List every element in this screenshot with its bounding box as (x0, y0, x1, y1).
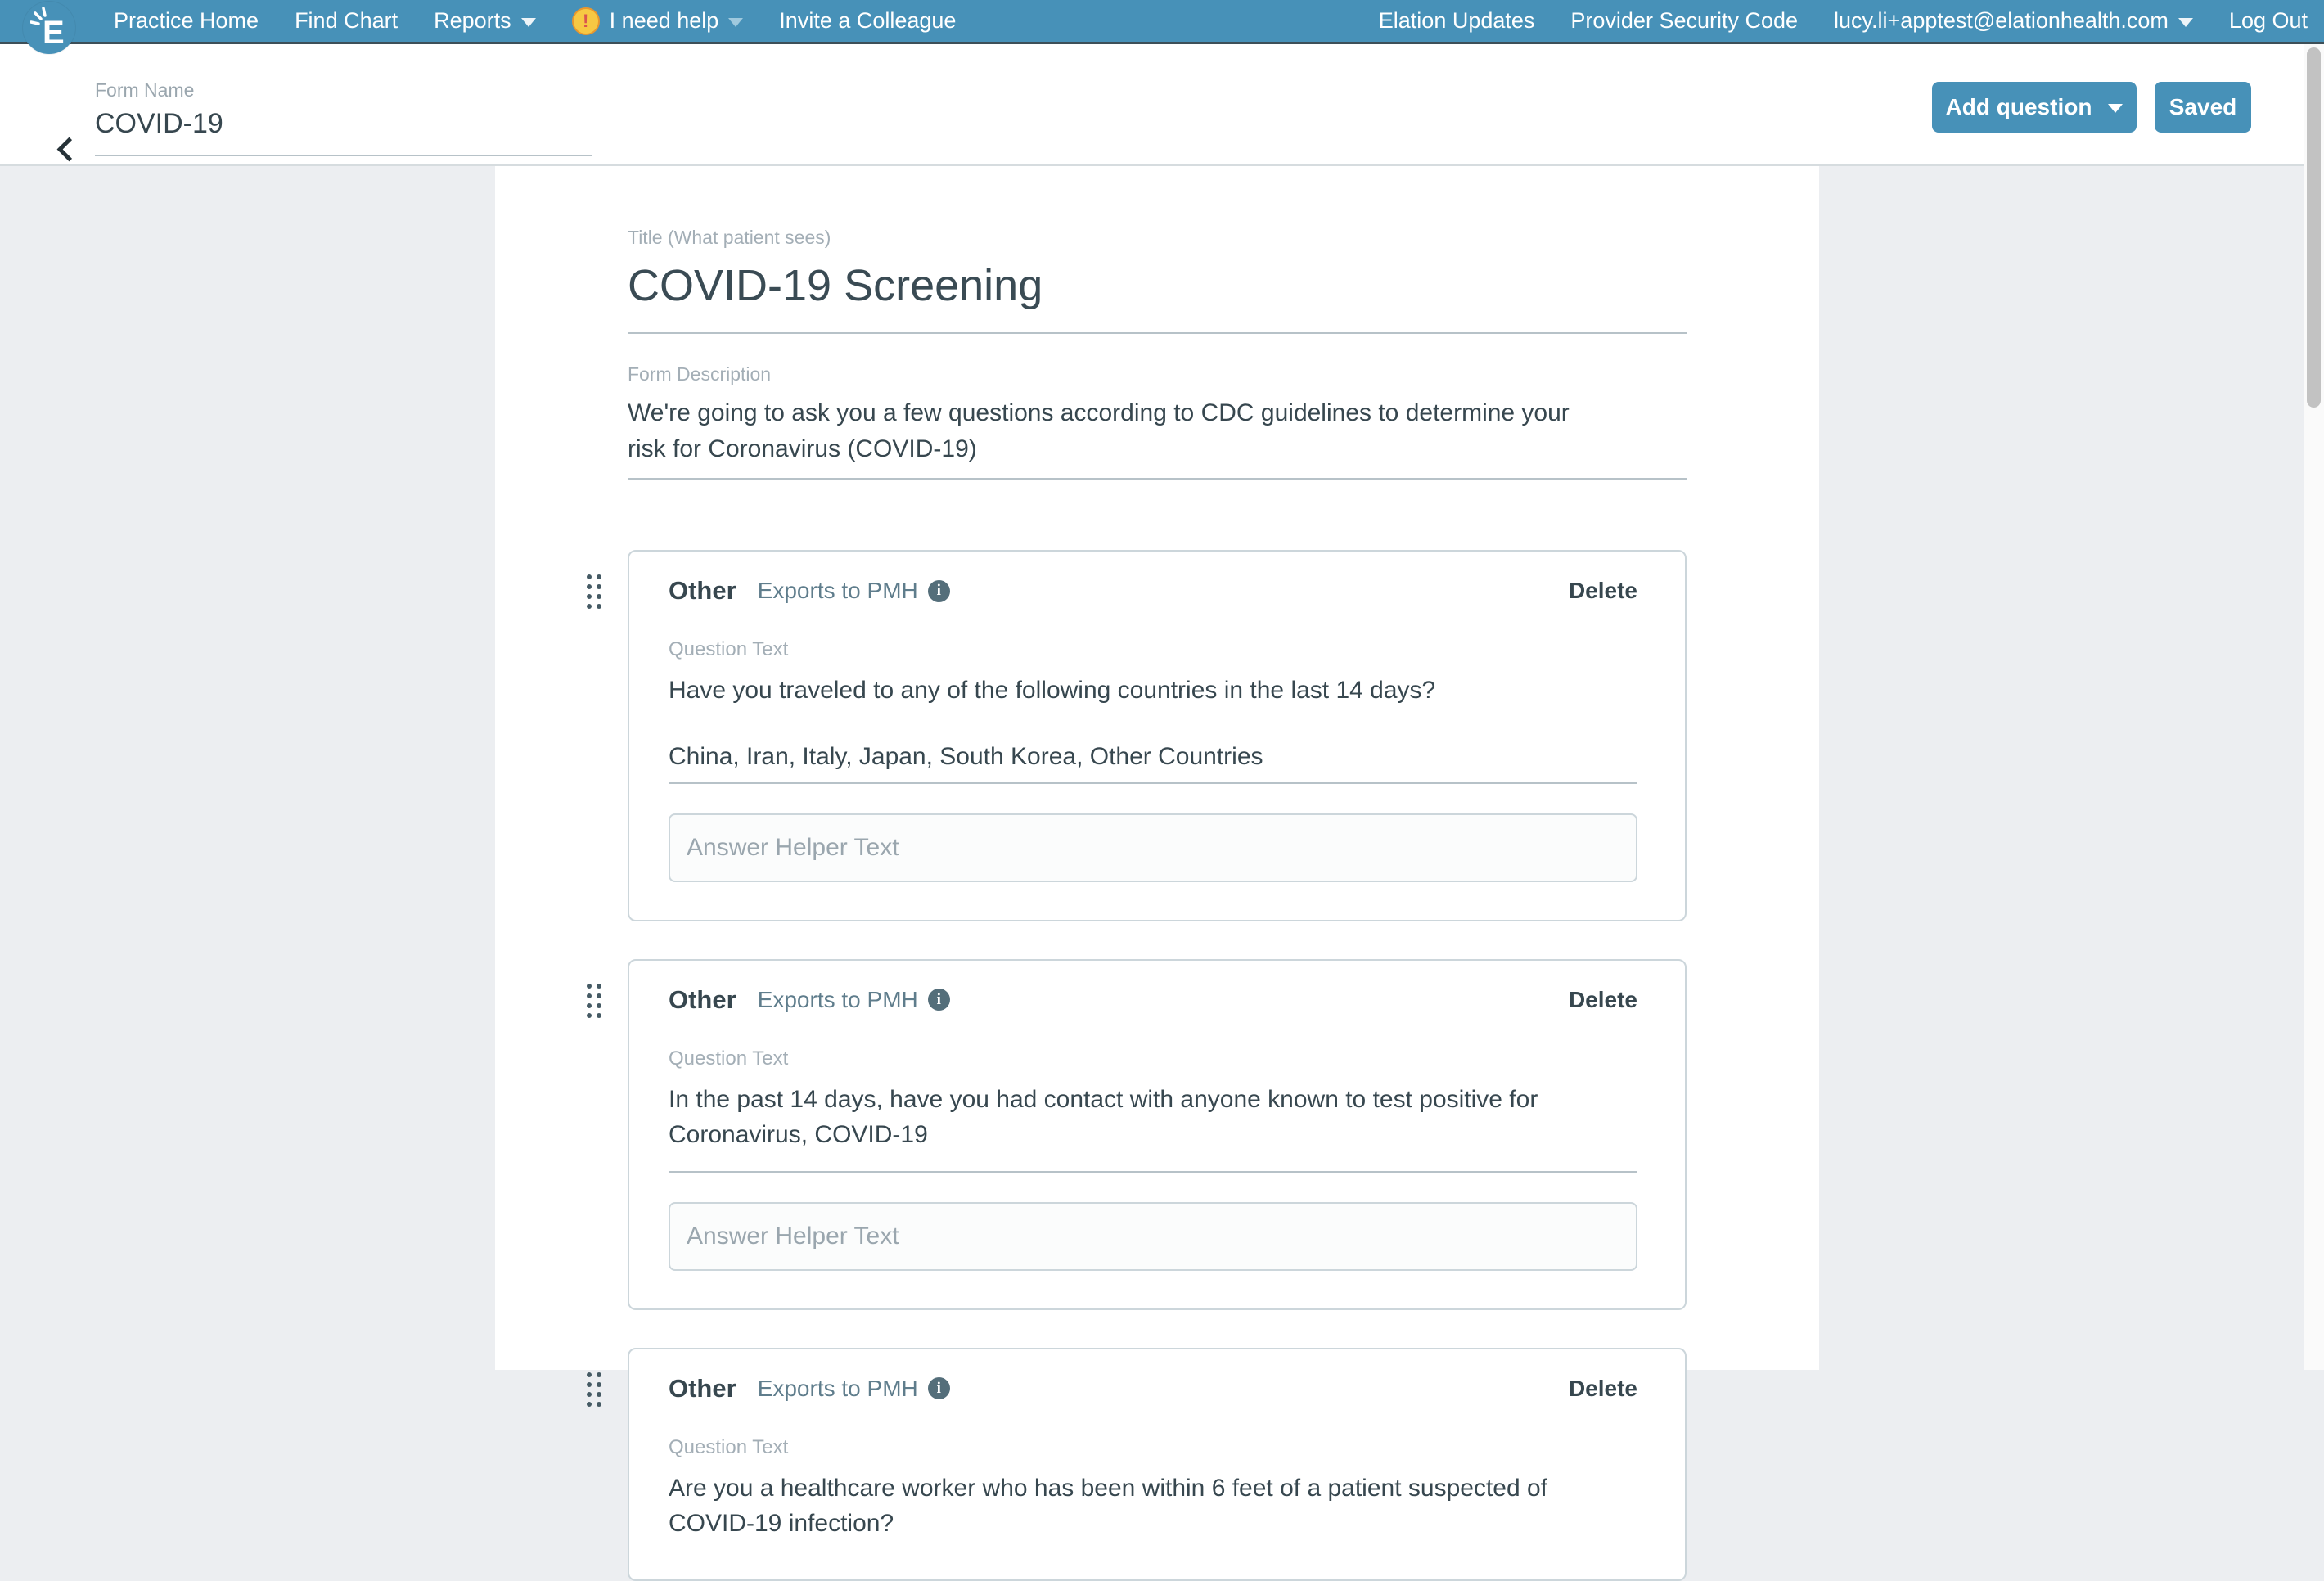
form-description-underline (628, 478, 1687, 480)
nav-log-out[interactable] (2229, 8, 2308, 34)
exports-to-pmh-label: Exports to PMH (757, 1375, 918, 1401)
drag-handle-icon[interactable] (587, 574, 605, 610)
exports-to-pmh-label: Exports to PMH (757, 986, 918, 1012)
user-email: lucy.li+apptest@elationhealth.com (1834, 8, 2169, 33)
chevron-down-icon (2178, 18, 2193, 27)
saved-button[interactable] (2155, 82, 2251, 133)
nav-invite-colleague[interactable] (779, 8, 956, 34)
svg-text:E: E (43, 15, 65, 50)
info-icon[interactable]: i (928, 989, 950, 1011)
form-name-label: Form Name (95, 79, 195, 101)
nav-reports-label: Reports (434, 8, 511, 33)
info-icon[interactable]: i (928, 580, 950, 602)
top-navbar (0, 0, 2324, 44)
form-description-value[interactable]: We're going to ask you a few questions according to CDC guidelines to determine your risk for Coronavirus (COVID-19) (628, 399, 1570, 462)
question-text-value[interactable]: Are you a healthcare worker who has been within 6 feet of a patient suspected of COVID-19 infection? (669, 1474, 1547, 1537)
saved-label: Saved (2169, 94, 2237, 119)
nav-need-help-label: I need help (609, 8, 719, 33)
nav-provider-security-code[interactable] (1570, 8, 1798, 34)
form-description-label: Form Description (628, 363, 772, 385)
form-title-label: Title (What patient sees) (628, 227, 831, 248)
question-text-label: Question Text (669, 1047, 789, 1070)
scrollbar-thumb[interactable] (2307, 47, 2321, 408)
warning-icon: ! (572, 7, 600, 35)
chevron-down-icon (521, 18, 536, 27)
form-title-value[interactable]: COVID-19 Screening (628, 261, 1043, 310)
nav-user-menu[interactable] (1834, 8, 2193, 34)
scrollbar-track[interactable] (2304, 44, 2324, 1370)
form-name-underline (95, 155, 592, 156)
question-text-label: Question Text (669, 638, 789, 660)
drag-handle-icon[interactable] (587, 1372, 605, 1408)
form-description-field[interactable] (628, 363, 1687, 480)
nav-find-chart[interactable] (295, 8, 398, 34)
navbar-left-group (114, 7, 956, 35)
nav-need-help-dropdown[interactable] (572, 7, 744, 35)
delete-question-button[interactable]: Delete (1568, 1375, 1637, 1401)
question-type-label: Other (669, 576, 736, 605)
header-buttons (1932, 82, 2251, 133)
nav-reports-dropdown[interactable] (434, 8, 536, 34)
form-editor-panel (495, 166, 1819, 1537)
question-text-value[interactable]: Have you traveled to any of the following countries in the last 14 days? (669, 677, 1436, 704)
chevron-down-icon (728, 18, 743, 27)
exports-to-pmh-label: Exports to PMH (757, 578, 918, 603)
nav-invite-colleague-label: Invite a Colleague (779, 8, 957, 33)
add-question-label: Add question (1945, 94, 2092, 119)
form-header-bar (0, 44, 2304, 166)
nav-practice-home-label: Practice Home (114, 8, 259, 33)
question-card (628, 550, 1687, 921)
question-text-label: Question Text (669, 1435, 789, 1458)
nav-practice-home[interactable] (114, 8, 259, 34)
question-card-header (669, 985, 1637, 1015)
nav-elation-updates-label: Elation Updates (1378, 8, 1535, 33)
form-title-field[interactable] (628, 227, 1687, 334)
form-name-value[interactable]: COVID-19 (95, 108, 223, 139)
add-question-button[interactable] (1932, 82, 2137, 133)
question-card-header (669, 1374, 1637, 1403)
form-name-field[interactable] (95, 79, 592, 156)
back-button[interactable] (54, 136, 82, 164)
question-card (628, 959, 1687, 1310)
navbar-right-group (1379, 8, 2308, 34)
delete-question-button[interactable]: Delete (1568, 986, 1637, 1012)
nav-provider-security-code-label: Provider Security Code (1570, 8, 1799, 33)
question-text-value[interactable]: In the past 14 days, have you had contact with anyone known to test positive for Coronavirus, COVID-19 (669, 1082, 1637, 1173)
info-icon[interactable]: i (928, 1377, 950, 1399)
answer-helper-text-input[interactable] (669, 813, 1637, 882)
question-card (628, 1348, 1687, 1581)
form-title-underline (628, 332, 1687, 334)
drag-handle-icon[interactable] (587, 984, 605, 1020)
question-answers-value[interactable]: China, Iran, Italy, Japan, South Korea, Other Countries (669, 743, 1637, 784)
question-type-label: Other (669, 984, 736, 1014)
answer-helper-text-input[interactable] (669, 1202, 1637, 1271)
nav-log-out-label: Log Out (2228, 8, 2308, 33)
question-card-header (669, 576, 1637, 606)
chevron-down-icon (2108, 104, 2123, 113)
nav-find-chart-label: Find Chart (295, 8, 399, 33)
elation-logo-icon (30, 6, 68, 50)
nav-elation-updates[interactable] (1379, 8, 1535, 34)
elation-logo[interactable] (23, 2, 75, 54)
question-type-label: Other (669, 1373, 736, 1403)
delete-question-button[interactable]: Delete (1568, 578, 1637, 603)
